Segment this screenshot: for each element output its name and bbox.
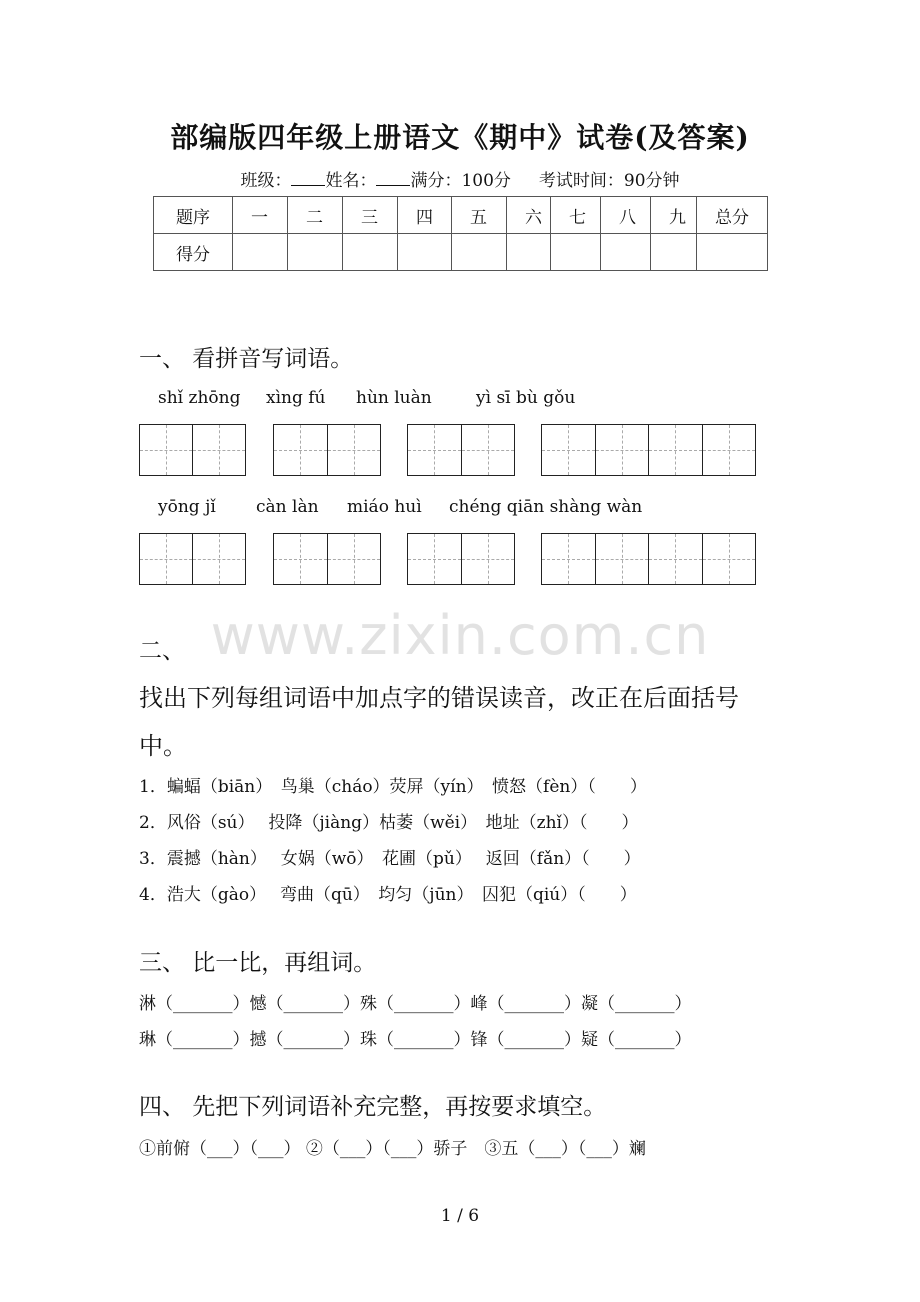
section1-heading: 一、 看拼音写词语。 (139, 346, 354, 372)
watermark: www.zixin.com.cn (210, 604, 710, 667)
score-row-label: 得分 (154, 234, 233, 271)
score-header-cell: 六 (507, 197, 551, 234)
score-cell[interactable] (233, 234, 288, 271)
score-cell[interactable] (551, 234, 601, 271)
section2-heading: 二、 (139, 638, 185, 664)
pinyin-label: miáo huì (347, 497, 422, 517)
writing-grid[interactable] (541, 533, 756, 585)
score-cell[interactable] (651, 234, 697, 271)
section2-instruction-cont: 中。 (139, 732, 187, 760)
score-header-cell: 四 (398, 197, 452, 234)
writing-grid[interactable] (139, 533, 246, 585)
score-header-cell: 五 (452, 197, 507, 234)
score-cell[interactable] (398, 234, 452, 271)
writing-grid[interactable] (139, 424, 246, 476)
section4-heading: 四、 先把下列词语补充完整，再按要求填空。 (139, 1094, 607, 1120)
writing-grid[interactable] (407, 533, 515, 585)
score-header-cell: 七 (551, 197, 601, 234)
score-header-cell: 九 (651, 197, 697, 234)
score-cell[interactable] (697, 234, 768, 271)
score-cell[interactable] (507, 234, 551, 271)
score-header-cell: 二 (288, 197, 343, 234)
exam-time: 考试时间：90分钟 (538, 171, 680, 191)
list-item: 3．震撼（hàn） 女娲（wō） 花圃（pǔ） 返回（fǎn）（ ） (139, 849, 641, 869)
class-label: 班级： (240, 171, 292, 191)
pinyin-label: yì sī bù gǒu (476, 388, 576, 408)
compare-row: 淋（_______）憾（_______）殊（_______）峰（_______）凝（_______） (139, 994, 692, 1014)
writing-grid[interactable] (407, 424, 515, 476)
pinyin-label: yōng jǐ (158, 497, 216, 517)
name-blank[interactable] (376, 169, 410, 186)
pinyin-label: xìng fú (266, 388, 326, 408)
pinyin-label: càn làn (256, 497, 319, 517)
pinyin-label: shǐ zhōng (158, 388, 241, 408)
pinyin-label: hùn luàn (356, 388, 432, 408)
writing-grid[interactable] (273, 424, 381, 476)
full-score: 满分：100分 (410, 171, 511, 191)
section3-heading: 三、 比一比，再组词。 (139, 950, 377, 976)
list-item: 4．浩大（gào） 弯曲（qū） 均匀（jūn） 囚犯（qiú）（ ） (139, 885, 637, 905)
fill-in-line: ①前俯（___）（___） ②（___）（___）骄子 ③五（___）（___）斓 (139, 1139, 646, 1159)
writing-grid[interactable] (541, 424, 756, 476)
name-label: 姓名： (325, 171, 377, 191)
class-blank[interactable] (291, 169, 325, 186)
score-header-cell: 一 (233, 197, 288, 234)
score-cell[interactable] (452, 234, 507, 271)
score-header-cell: 题序 (154, 197, 233, 234)
list-item: 1．蝙蝠（biān） 鸟巢（cháo）荧屏（yín） 愤怒（fèn）（ ） (139, 777, 647, 797)
writing-grid[interactable] (273, 533, 381, 585)
score-cell[interactable] (601, 234, 651, 271)
section2-instruction: 找出下列每组词语中加点字的错误读音，改正在后面括号 (139, 684, 739, 712)
score-table (153, 196, 768, 271)
score-header-cell: 三 (343, 197, 398, 234)
list-item: 2．风俗（sú） 投降（jiàng）枯萎（wěi） 地址（zhǐ）（ ） (139, 813, 639, 833)
compare-row: 琳（_______）撼（_______）珠（_______）锋（_______）疑（_______） (139, 1030, 692, 1050)
score-header-cell: 总分 (697, 197, 768, 234)
page-number: 1 / 6 (440, 1206, 480, 1226)
page-title: 部编版四年级上册语文《期中》试卷(及答案) (170, 121, 750, 154)
score-cell[interactable] (343, 234, 398, 271)
exam-info (0, 166, 920, 191)
score-cell[interactable] (288, 234, 343, 271)
pinyin-label: chéng qiān shàng wàn (449, 497, 643, 517)
score-header-cell: 八 (601, 197, 651, 234)
